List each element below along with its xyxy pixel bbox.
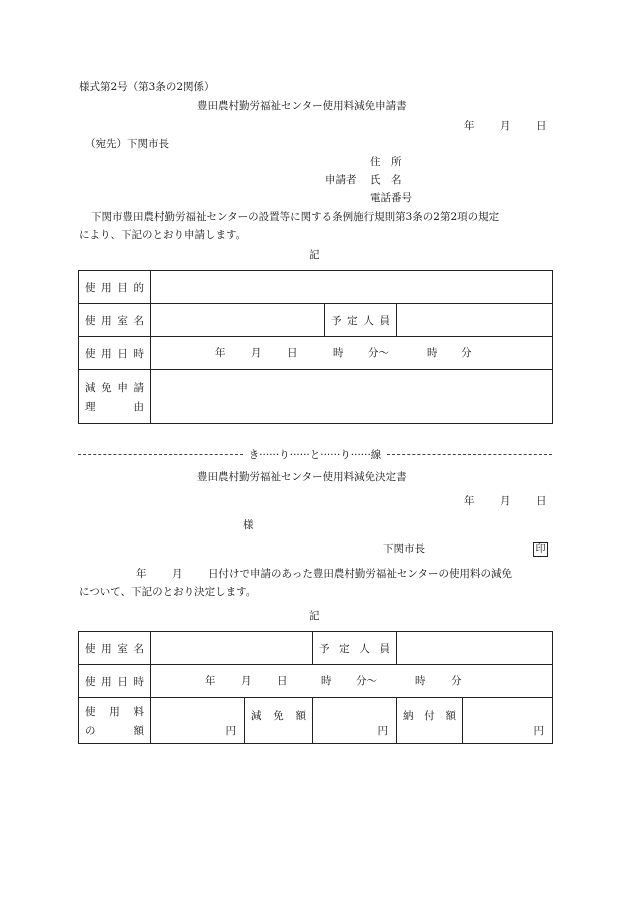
dec-room-row [79,632,553,665]
room-row [79,304,553,337]
app-date-day: 日 [536,120,547,132]
dt-minute: 分〜 [368,347,389,359]
application-ki: 記 [309,249,320,261]
application-body-line1: 下関市豊田農村勤労福祉センターの設置等に関する条例施行規則第3条の2第2項の規定 [91,211,500,223]
purpose-label-cell: 使 用 目 的 [79,271,151,304]
fee-row [79,698,553,744]
payment-yen: 円 [533,725,544,737]
dec-dt-year: 年 [205,675,216,687]
dt-hour2: 時 [427,347,438,359]
fee-label-gaku: 額 [133,724,144,737]
dec-dt-hour2: 時 [415,675,426,687]
reduction-yen: 円 [377,725,388,737]
name-label: 氏 名 [370,174,402,186]
dec-datetime-label-cell: 使 用 日 時 [79,665,151,698]
app-date-month: 月 [500,120,511,132]
dec-datetime-row [79,665,553,698]
decision-ki: 記 [309,610,320,622]
fee-yen: 円 [225,725,236,737]
reason-value-cell[interactable] [151,370,553,424]
reduction-label-cell: 減 免 額 [245,698,313,744]
people-label-cell: 予 定 人 員 [325,304,397,337]
dec-date-day: 日 [536,495,547,507]
address-label: 住 所 [370,156,402,168]
recipient-sama: 様 [243,519,254,531]
dec-dt-hour: 時 [321,675,332,687]
datetime-row [79,337,553,370]
dec-room-value-cell[interactable] [151,632,313,665]
reason-label-cell: 減 免 申 請 理 由 [79,370,151,424]
dec-people-value-cell[interactable] [397,632,553,665]
payment-label-cell: 納 付 額 [397,698,463,744]
dec-dt-day: 日 [277,675,288,687]
issuer: 下関市長 [383,543,425,555]
cut-line-label: き······り······と······り······線 [248,449,382,461]
applicant-label: 申請者 [325,174,357,186]
dt-day: 日 [287,347,298,359]
purpose-row [79,271,553,304]
decision-title: 豊田農村勤労福祉センター使用料減免決定書 [197,471,407,483]
dec-people-label-cell: 予 定 人 員 [313,632,397,665]
people-value-cell[interactable] [397,304,553,337]
phone-label: 電話番号 [370,192,412,204]
fee-label-you: 用 [109,705,120,718]
dt-hour: 時 [333,347,344,359]
decision-body-line2: について、下記のとおり決定します。 [79,586,257,598]
room-label-cell: 使 用 室 名 [79,304,151,337]
app-date-year: 年 [464,120,475,132]
dec-datetime-value-cell[interactable] [151,665,553,698]
fee-value-cell[interactable] [151,698,245,744]
dec-dt-minute2: 分 [451,675,462,687]
reason-row [79,370,553,424]
decision-table [78,631,553,744]
cut-line [78,447,552,462]
datetime-value-cell[interactable] [151,337,553,370]
dt-month: 月 [251,347,262,359]
application-body-line2: により、下記のとおり申請します。 [79,229,247,241]
fee-label-cell [79,698,151,744]
dec-room-label-cell: 使 用 室 名 [79,632,151,665]
decision-body-line1: 日付けで申請のあった豊田農村勤労福祉センターの使用料の減免 [208,568,512,580]
dt-minute2: 分 [461,347,472,359]
dt-year: 年 [215,347,226,359]
dec-date-year: 年 [464,495,475,507]
purpose-value-cell[interactable] [151,271,553,304]
addressee: （宛先）下関市長 [85,138,169,150]
fee-label-ryou: 料 [133,705,144,718]
application-table [78,270,553,424]
datetime-label-cell: 使 用 日 時 [79,337,151,370]
fee-label-no: の [85,724,96,737]
decision-body-year: 年 [136,568,147,580]
dec-dt-month: 月 [241,675,252,687]
reduction-value-cell[interactable] [313,698,397,744]
application-title: 豊田農村勤労福祉センター使用料減免申請書 [197,100,407,112]
room-value-cell[interactable] [151,304,325,337]
decision-body-month: 月 [172,568,183,580]
payment-value-cell[interactable] [463,698,553,744]
dec-dt-minute: 分〜 [356,675,377,687]
form-number: 様式第2号（第3条の2関係） [79,81,215,93]
reason-label-yu: 由 [133,400,144,413]
dec-date-month: 月 [500,495,511,507]
fee-label-shi: 使 [85,705,96,718]
reason-label-ri: 理 [85,400,96,413]
seal-mark: 印 [533,542,548,557]
